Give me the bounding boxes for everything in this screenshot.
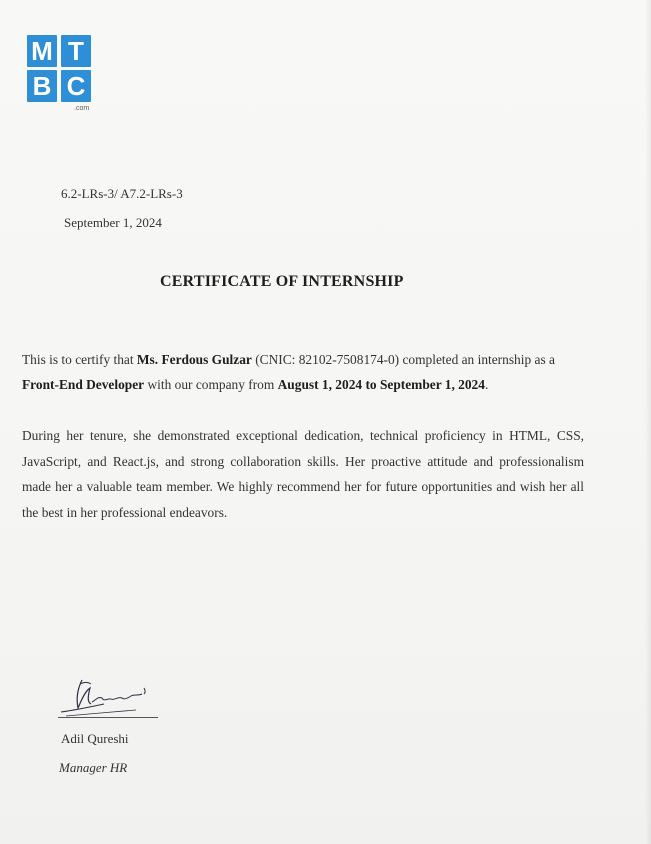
reference-number: 6.2-LRs-3/ A7.2-LRs-3	[61, 186, 183, 201]
para1-text-2: (CNIC: 82102-7508174-0) completed an internship as a	[251, 352, 555, 367]
internship-period: August 1, 2024 to September 1, 2024	[277, 377, 485, 392]
para1-text-4: .	[484, 377, 489, 392]
page-edge-shadow	[645, 0, 651, 844]
intern-name: Ms. Ferdous Gulzar	[136, 352, 252, 367]
signature-line	[58, 717, 158, 718]
certification-paragraph	[22, 347, 592, 397]
logo-tile-m: M	[27, 35, 57, 67]
certificate-title: CERTIFICATE OF INTERNSHIP	[160, 273, 404, 290]
logo-tile-t: T	[61, 35, 91, 67]
handwritten-signature	[58, 674, 158, 720]
logo-tiles	[27, 35, 93, 102]
signatory-title: Manager HR	[59, 760, 128, 775]
para1-text-3: with our company from	[144, 377, 278, 392]
recommendation-paragraph: During her tenure, she demonstrated exceptional dedication, technical proficiency in HTML, CSS, JavaScript, and React.js, and strong collaboration skills. Her proactive attitude and professionalism made her a valuable team member. We highly recommend her for future opportunities and wish her all the best in her professional endeavors.	[22, 428, 584, 520]
signatory-name: Adil Qureshi	[61, 731, 129, 746]
logo-dotcom: .com	[74, 105, 90, 112]
mtbc-logo	[27, 35, 93, 115]
para1-text-1: This is to certify that	[22, 352, 137, 367]
logo-tile-b: B	[27, 70, 57, 102]
logo-tile-c: C	[61, 70, 91, 102]
issue-date: September 1, 2024	[64, 215, 162, 230]
intern-role: Front-End Developer	[22, 377, 145, 392]
